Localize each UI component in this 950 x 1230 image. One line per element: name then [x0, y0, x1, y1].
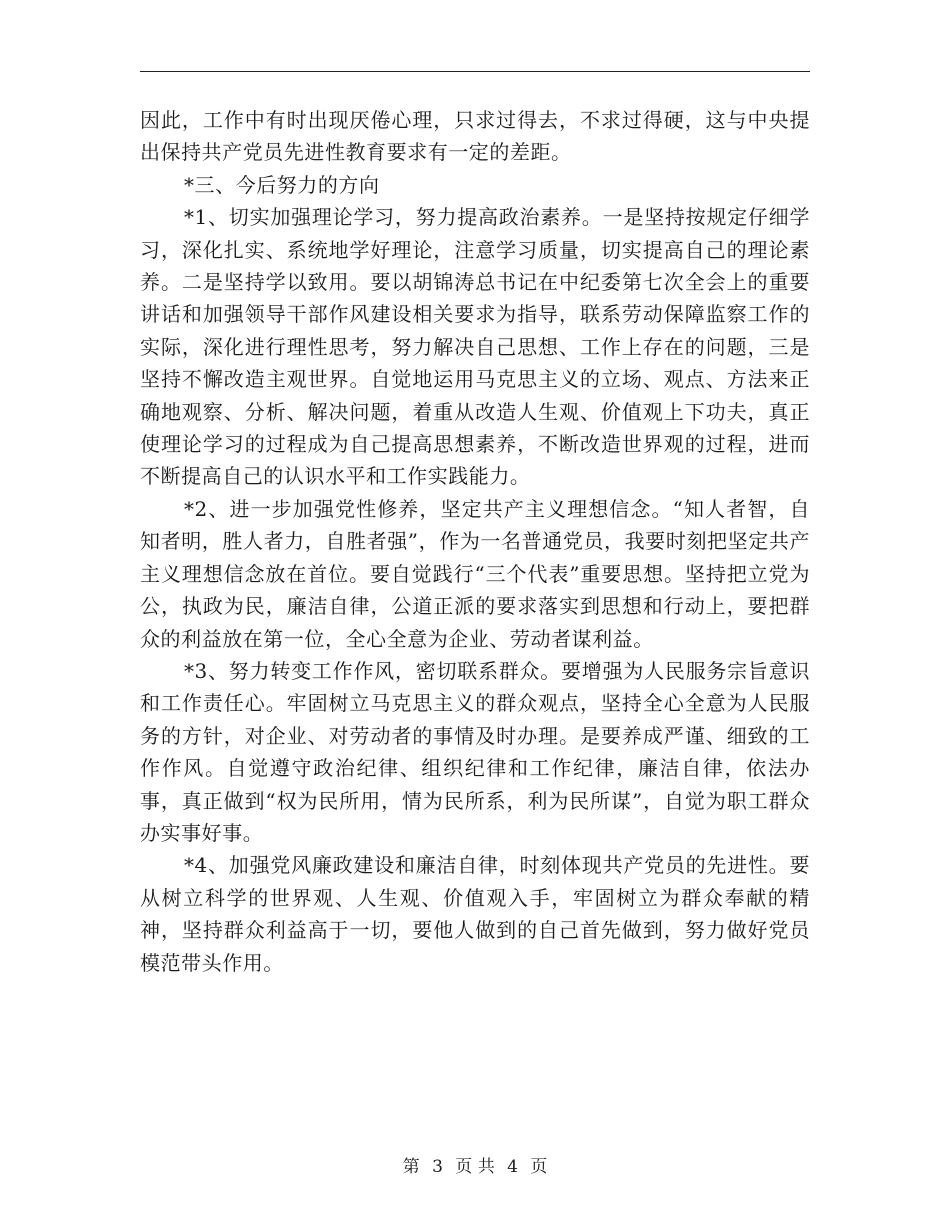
- paragraph-item-3: *3、努力转变工作作风，密切联系群众。要增强为人民服务宗旨意识和工作责任心。牢固树立马克思主义的群众观点，坚持全心全意为人民服务的方针，对企业、对劳动者的事情及时办理。是要养成严谨、细致的工作作风。自觉遵守政治纪律、组织纪律和工作纪律，廉洁自律，依法办事，真正做到“权为民所用，情为民所系，利为民所谋”，自觉为职工群众办实事好事。: [140, 658, 810, 845]
- paragraph-continuation: 因此，工作中有时出现厌倦心理，只求过得去，不求过得硬，这与中央提出保持共产党员先进性教育要求有一定的差距。: [140, 108, 810, 165]
- footer-page-number: 3: [432, 1157, 443, 1177]
- document-body: [140, 104, 810, 979]
- footer-middle: 页 共: [455, 1157, 495, 1177]
- footer-suffix: 页: [530, 1157, 548, 1177]
- header-rule: [140, 71, 810, 72]
- footer-page-total: 4: [507, 1157, 518, 1177]
- section-heading: *三、今后努力的方向: [184, 172, 380, 197]
- page-footer: [0, 1152, 950, 1177]
- footer-prefix: 第: [402, 1157, 420, 1177]
- paragraph-item-1: *1、切实加强理论学习，努力提高政治素养。一是坚持按规定仔细学习，深化扎实、系统地学好理论，注意学习质量，切实提高自己的理论素养。二是坚持学以致用。要以胡锦涛总书记在中纪委第七次全会上的重要讲话和加强领导干部作风建设相关要求为指导，联系劳动保障监察工作的实际，深化进行理性思考，努力解决自己思想、工作上存在的问题，三是坚持不懈改造主观世界。自觉地运用马克思主义的立场、观点、方法来正确地观察、分析、解决问题，着重从改造人生观、价值观上下功夫，真正使理论学习的过程成为自己提高思想素养，不断改造世界观的过程，进而不断提高自己的认识水平和工作实践能力。: [140, 205, 810, 489]
- paragraph-item-2: *2、进一步加强党性修养，坚定共产主义理想信念。“知人者智，自知者明，胜人者力，自胜者强”，作为一名普通党员，我要时刻把坚定共产主义理想信念放在首位。要自觉践行“三个代表”重要思想。坚持把立党为公，执政为民，廉洁自律，公道正派的要求落实到思想和行动上，要把群众的利益放在第一位，全心全意为企业、劳动者谋利益。: [140, 496, 810, 651]
- paragraph-item-4: *4、加强党风廉政建设和廉洁自律，时刻体现共产党员的先进性。要从树立科学的世界观、人生观、价值观入手，牢固树立为群众奉献的精神，坚持群众利益高于一切，要他人做到的自己首先做到，努力做好党员模范带头作用。: [140, 853, 810, 975]
